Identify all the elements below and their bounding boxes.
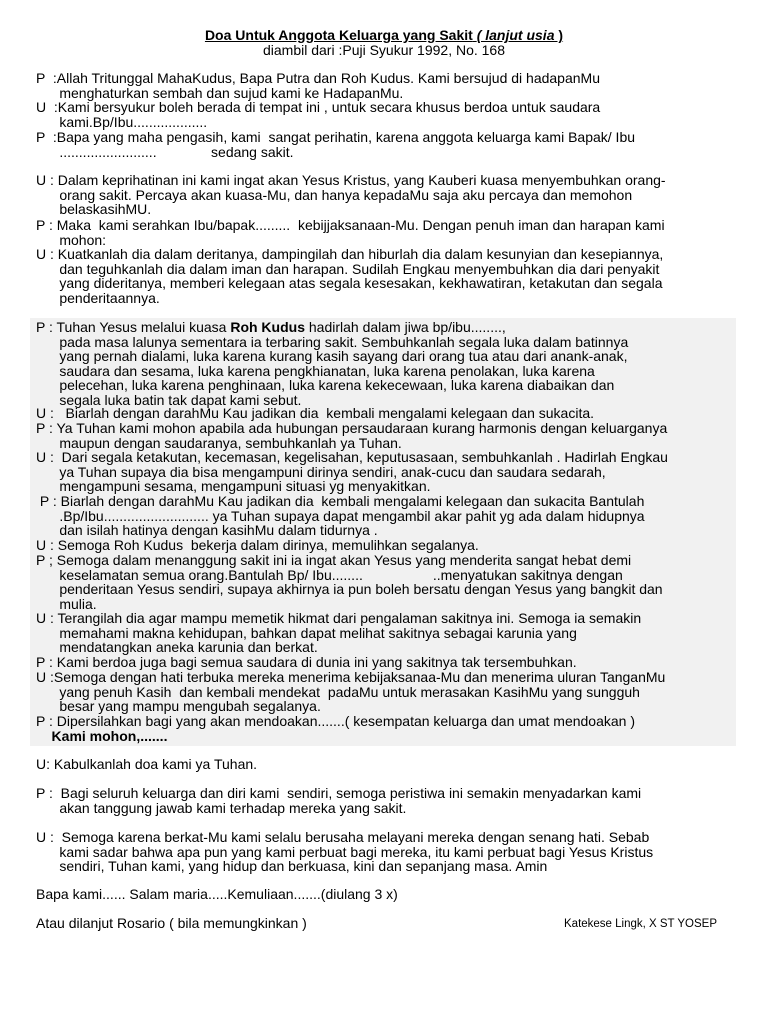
prayer-paragraph	[36, 100, 733, 129]
prayer-paragraph	[36, 714, 733, 729]
paragraph-text: P : Dipersilahkan bagi yang akan mendoakan.......( kesempatan keluarga dan umat mendoakan )	[36, 713, 635, 729]
title-italic: ( lanjut usia	[476, 27, 555, 43]
prayer-paragraph	[36, 421, 733, 450]
footer-note: Atau dilanjut Rosario ( bila memungkinkan )	[36, 915, 307, 931]
paragraph-text: P : Maka kami serahkan Ibu/bapak......... kebijjaksanaan-Mu. Dengan penuh iman dan harapan kami mohon:	[36, 217, 665, 248]
page-subtitle: diambil dari :Puji Syukur 1992, No. 168	[262, 42, 506, 58]
paragraph-text: P : Ya Tuhan kami mohon apabila ada hubungan persaudaraan kurang harmonis dengan keluarganya maupun dengan saudaranya, sembuhkanlah ya Tuhan.	[36, 420, 668, 451]
paragraph-bold-text: Kami mohon,.......	[36, 728, 168, 744]
paragraph-text: U :Semoga dengan hati terbuka mereka menerima kebijaksanaa-Mu dan menerima uluran TanganMu yang penuh Kasih dan kembali mendekat padaMu untuk merasakan KasihMu yang sungguh besar yang mampu mengubah segalanya.	[36, 669, 666, 715]
title-main: Doa Untuk Anggota Keluarga yang Sakit	[204, 27, 473, 43]
prayer-paragraph	[36, 406, 733, 421]
prayer-paragraph	[36, 218, 733, 247]
paragraph-text: U : Semoga karena berkat-Mu kami selalu berusaha melayani mereka dengan senang hati. Sebab kami sadar bahwa apa pun yang kami perbuat bagi mereka, itu kami perbuat bagi Yesus Kristus sendiri, Tuhan kami, yang hidup dan berkuasa, kini dan sepanjang masa. Amin	[36, 829, 654, 875]
paragraph-text: U : Dari segala ketakutan, kecemasan, kegelisahan, keputusasaan, sembuhkanlah . Hadirlah Engkau ya Tuhan supaya dia bisa mengampuni dirinya sendiri, anak-cucu dan saudara sedarah, mengampuni sesama, mengampuni situasi yg menyakitkan.	[36, 449, 668, 495]
prayer-paragraph	[36, 757, 733, 772]
paragraph-text: Bapa kami...... Salam maria.....Kemuliaan.......(diulang 3 x)	[36, 886, 398, 902]
paragraph-text-after: hadirlah dalam jiwa bp/ibu........, pada masa lalunya sementara ia terbaring sakit. Sembuhkanlah segala luka dalam batinnya yang pernah dialami, luka karena kurang kasih sayang dari orang tua atau dari anank-anak, saudara dan sesama, luka karena pengkhianatan, luka karena penolakan, luka karena pelecehan, luka karena penghinaan, luka karena kekecewaan, luka karena diabaikan dan segala luka batin tak dapat kami sebut.	[59, 319, 629, 408]
prayer-paragraph	[36, 670, 733, 714]
paragraph-text: P ; Semoga dalam menanggung sakit ini ia ingat akan Yesus yang menderita sangat hebat demi keselamatan semua orang.Bantulah Bp/ Ibu........ ..menyatukan sakitnya dengan penderitaan Yesus sendiri, supaya akhirnya ia pun boleh bersatu dengan Yesus yang bangkit dan mulia.	[36, 552, 663, 612]
paragraph-text: U : Semoga Roh Kudus bekerja dalam dirinya, memulihkan segalanya.	[36, 537, 479, 553]
paragraph-text: P : Tuhan Yesus melalui kuasa	[36, 319, 231, 335]
paragraph-text: U : Biarlah dengan darahMu Kau jadikan dia kembali mengalami kelegaan dan sukacita.	[36, 405, 595, 421]
prayer-paragraph	[36, 729, 733, 744]
prayer-paragraph	[36, 538, 733, 553]
paragraph-bold-text: Roh Kudus	[230, 319, 305, 335]
prayer-paragraph	[36, 611, 733, 655]
prayer-paragraph	[36, 553, 733, 611]
prayer-paragraph	[36, 830, 733, 874]
prayer-paragraph	[36, 247, 733, 305]
prayer-paragraph	[36, 71, 733, 100]
prayer-paragraph	[36, 130, 733, 159]
title-close: )	[554, 27, 564, 43]
paragraph-text: P : Biarlah dengan darahMu Kau jadikan dia kembali mengalami kelegaan dan sukacita Bantulah .Bp/Ibu........................... ya Tuhan supaya dapat mengambil akar pahit yg ada dalam hidupnya dan isilah hatinya dengan kasihMu dalam tidurnya .	[39, 493, 645, 539]
prayer-paragraph	[36, 786, 733, 815]
paragraph-text: U : Dalam keprihatinan ini kami ingat akan Yesus Kristus, yang Kauberi kuasa menyembuhkan orang- orang sakit. Percaya akan kuasa-Mu, dan hanya kepadaMu saja aku percaya dan memohon belaskasihMU.	[36, 172, 666, 218]
prayer-paragraph	[36, 173, 733, 217]
paragraph-text: P : Bagi seluruh keluarga dan diri kami sendiri, semoga peristiwa ini semakin menyadarkan kami akan tanggung jawab kami terhadap mereka yang sakit.	[36, 785, 642, 816]
footer-credit: Katekese Lingk, X ST YOSEP	[564, 918, 717, 930]
prayer-paragraph	[36, 655, 733, 670]
paragraph-text: U : Kuatkanlah dia dalam deritanya, dampingilah dan hiburlah dia dalam kesunyian dan kesepiannya, dan teguhkanlah dia dalam iman dan harapan. Sudilah Engkau menyembuhkan dia dari penyakit yang dideritanya, memberi kelegaan atas segala kesesakan, kekhawatiran, ketakutan dan segala penderitaannya.	[36, 246, 664, 306]
paragraph-text: U :Kami bersyukur boleh berada di tempat ini , untuk secara khusus berdoa untuk saudara kami.Bp/Ibu...................	[36, 99, 601, 130]
prayer-paragraph	[36, 494, 733, 538]
prayer-paragraph	[36, 887, 733, 902]
prayer-paragraph	[36, 450, 733, 494]
prayer-paragraph	[36, 320, 733, 408]
paragraph-text: P : Kami berdoa juga bagi semua saudara di dunia ini yang sakitnya tak tersembuhkan.	[36, 654, 577, 670]
page-title	[0, 27, 768, 43]
paragraph-text: P :Allah Tritunggal MahaKudus, Bapa Putra dan Roh Kudus. Kami bersujud di hadapanMu menghaturkan sembah dan sujud kami ke HadapanMu.	[36, 70, 600, 101]
paragraph-text: P :Bapa yang maha pengasih, kami sangat perihatin, karena anggota keluarga kami Bapak/ Ibu ......................... sedang sakit.	[36, 129, 636, 160]
paragraph-text: U : Terangilah dia agar mampu memetik hikmat dari pengalaman sakitnya ini. Semoga ia semakin memahami makna kehidupan, bahkan dapat melihat sakitnya sebagai karunia yang mendatangkan aneka karunia dan berkat.	[36, 610, 642, 656]
paragraph-text: U: Kabulkanlah doa kami ya Tuhan.	[36, 756, 258, 772]
